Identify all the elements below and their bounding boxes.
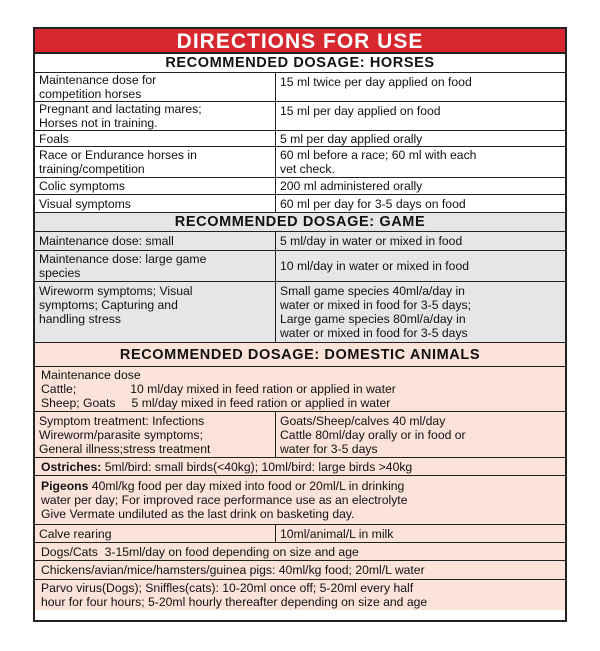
parvo-row bbox=[35, 580, 565, 610]
game-condition: Maintenance dose: large game bbox=[39, 252, 207, 266]
game-row bbox=[35, 282, 565, 343]
horse-dose: 15 ml per day applied on food bbox=[280, 104, 441, 118]
calve-dose: 10ml/animal/L in milk bbox=[280, 526, 394, 541]
cattle-label: Cattle; bbox=[41, 382, 77, 396]
game-condition: handling stress bbox=[39, 312, 121, 326]
game-dose: water or mixed in food for 3-5 days; bbox=[280, 298, 472, 312]
game-condition: symptoms; Capturing and bbox=[39, 298, 178, 312]
horse-condition: Colic symptoms bbox=[39, 179, 126, 193]
symptom-dose: water for 3-5 days bbox=[280, 441, 378, 456]
domestic-heading: RECOMMENDED DOSAGE: DOMESTIC ANIMALS bbox=[35, 343, 565, 367]
pigeons-dose: 40ml/kg food per day mixed into food or 20ml/L in drinking bbox=[91, 479, 405, 493]
horse-condition: Maintenance dose for bbox=[39, 73, 157, 87]
game-dose: water or mixed in food for 3-5 days bbox=[280, 326, 468, 340]
horse-condition: Pregnant and lactating mares; bbox=[39, 102, 202, 116]
calve-condition: Calve rearing bbox=[39, 526, 112, 541]
game-dose: 5 ml/day in water or mixed in food bbox=[280, 234, 463, 248]
symptom-dose: Cattle 80ml/day orally or in food or bbox=[280, 427, 466, 442]
horse-condition: training/competition bbox=[39, 162, 145, 176]
horse-condition: Race or Endurance horses in bbox=[39, 148, 197, 162]
game-dose: Small game species 40ml/a/day in bbox=[280, 284, 465, 298]
calve-row bbox=[35, 525, 565, 543]
horse-dose: 15 ml twice per day applied on food bbox=[280, 75, 472, 89]
cattle-dose: 10 ml/day mixed in feed ration or applied in water bbox=[130, 382, 396, 396]
ostriches-label: Ostriches: bbox=[41, 459, 102, 474]
directions-title: DIRECTIONS FOR USE bbox=[35, 29, 565, 54]
ostriches-row bbox=[35, 458, 565, 476]
parvo-dose: Parvo virus(Dogs); Sniffles(cats): 10-20ml once off; 5-20ml every half bbox=[41, 581, 414, 595]
game-dose: 10 ml/day in water or mixed in food bbox=[280, 259, 469, 273]
maintenance-block bbox=[35, 367, 565, 412]
game-condition: species bbox=[39, 266, 81, 280]
horse-row bbox=[35, 73, 565, 102]
horse-condition: Horses not in training. bbox=[39, 116, 158, 130]
game-row bbox=[35, 251, 565, 282]
game-heading: RECOMMENDED DOSAGE: GAME bbox=[35, 213, 565, 232]
pigeons-dose: water per day; For improved race performance use as an electrolyte bbox=[41, 493, 408, 507]
maintenance-title: Maintenance dose bbox=[41, 368, 141, 382]
chickens-dose: Chickens/avian/mice/hamsters/guinea pigs: 40ml/kg food; 20ml/L water bbox=[41, 563, 425, 577]
horse-row bbox=[35, 195, 565, 213]
horse-condition: Visual symptoms bbox=[39, 196, 131, 211]
horse-row bbox=[35, 131, 565, 147]
symptom-dose: Goats/Sheep/calves 40 ml/day bbox=[280, 413, 446, 428]
game-condition: Wireworm symptoms; Visual bbox=[39, 284, 193, 298]
symptom-condition: Wireworm/parasite symptoms; bbox=[39, 427, 203, 442]
horse-dose: 200 ml administered orally bbox=[280, 179, 423, 193]
pigeons-label: Pigeons bbox=[41, 479, 89, 493]
ostriches-dose: 5ml/bird: small birds(<40kg); 10ml/bird: large birds >40kg bbox=[104, 459, 413, 474]
chickens-row bbox=[35, 561, 565, 580]
horse-dose: vet check. bbox=[280, 162, 335, 176]
horse-condition: competition horses bbox=[39, 87, 142, 101]
horse-dose: 60 ml per day for 3-5 days on food bbox=[280, 196, 466, 211]
game-row bbox=[35, 232, 565, 251]
game-condition: Maintenance dose: small bbox=[39, 234, 174, 248]
horse-dose: 5 ml per day applied orally bbox=[280, 131, 423, 146]
horse-row bbox=[35, 178, 565, 195]
directions-table bbox=[33, 27, 567, 622]
horse-condition: Foals bbox=[39, 131, 69, 146]
parvo-dose: hour for four hours; 5-20ml hourly thereafter depending on size and age bbox=[41, 595, 428, 609]
symptom-condition: General illness;stress treatment bbox=[39, 441, 211, 456]
sheep-label: Sheep; Goats bbox=[41, 396, 116, 410]
pigeons-row bbox=[35, 476, 565, 525]
symptom-condition: Symptom treatment: Infections bbox=[39, 413, 205, 428]
horse-row bbox=[35, 102, 565, 131]
sheep-dose: 5 ml/day mixed in feed ration or applied in water bbox=[131, 396, 391, 410]
horse-row bbox=[35, 147, 565, 178]
pigeons-dose: Give Vermate undiluted as the last drink on basketing day. bbox=[41, 507, 355, 521]
game-dose: Large game species 80ml/a/day in bbox=[280, 312, 466, 326]
dogs-row bbox=[35, 543, 565, 561]
dogs-dose: Dogs/Cats 3-15ml/day on food depending on size and age bbox=[41, 544, 359, 559]
horses-heading: RECOMMENDED DOSAGE: HORSES bbox=[35, 54, 565, 73]
symptom-row bbox=[35, 412, 565, 458]
horse-dose: 60 ml before a race; 60 ml with each bbox=[280, 148, 477, 162]
